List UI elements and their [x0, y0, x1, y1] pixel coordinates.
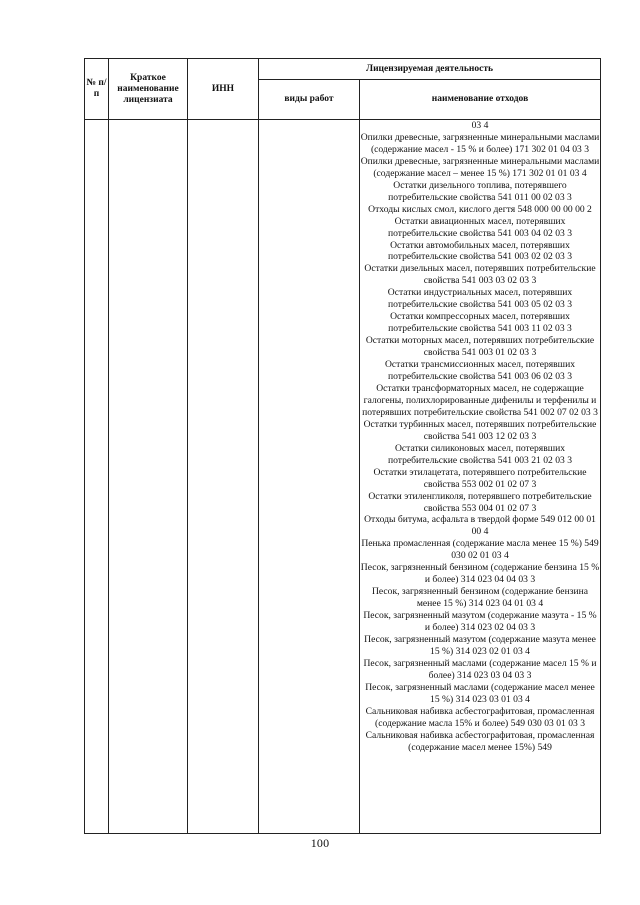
header-waste-name	[360, 80, 601, 120]
cell-licensee-name	[109, 120, 188, 834]
header-waste-name-label: наименование отходов	[431, 94, 529, 104]
waste-item: Сальниковая набивка асбестографитовая, промасленная (содержание масла 15% и более) 549 030 03 01 03 3	[365, 705, 595, 729]
waste-item: Остатки авиационных масел, потерявших потребительские свойства 541 003 04 02 03 3	[387, 215, 573, 239]
waste-item: Остатки трансмиссионных масел, потерявших потребительские свойства 541 003 06 02 03 3	[385, 359, 576, 383]
waste-item: Песок, загрязненный мазутом (содержание мазута менее 15 %) 314 023 02 01 03 4	[364, 633, 596, 657]
waste-item: Остатки дизельного топлива, потерявшего потребительские свойства 541 011 00 02 03 3	[388, 179, 572, 203]
waste-item: Остатки силиконовых масел, потерявших потребительские свойства 541 003 21 02 03 3	[387, 442, 573, 466]
page-number: 100	[310, 836, 330, 850]
waste-item: Отходы битума, асфальта в твердой форме 549 012 00 01 00 4	[364, 514, 596, 538]
header-licensee-name-label: Краткое наименование лицензиата	[117, 72, 179, 105]
header-number-label: № п/п	[86, 78, 107, 99]
header-inn	[188, 59, 259, 120]
waste-item: Пенька промасленная (содержание масла менее 15 %) 549 030 02 01 03 4	[361, 538, 599, 562]
header-work-types	[259, 80, 360, 120]
waste-item: Остатки этилацетата, потерявшего потребительские свойства 553 002 01 02 07 3	[373, 466, 587, 490]
waste-item: Опилки древесные, загрязненные минеральными маслами (содержание масел – менее 15 %) 171 302 01 01 03 4	[360, 155, 600, 179]
waste-item: Остатки компрессорных масел, потерявших потребительские свойства 541 003 11 02 03 3	[388, 311, 572, 335]
waste-item: Остатки турбинных масел, потерявших потребительские свойства 541 003 12 02 03 3	[363, 418, 597, 442]
waste-item: Остатки трансформаторных масел, не содержащие галогены, полихлорированные дифенилы и терфенилы и потерявших потребительские свойства 541 002 07 02 03 3	[362, 382, 598, 418]
header-licensed-activity-label: Лицензируемая деятельность	[365, 63, 494, 74]
waste-list	[360, 120, 600, 754]
waste-item: Песок, загрязненный маслами (содержание масел менее 15 %) 314 023 03 01 03 4	[365, 681, 595, 705]
header-number	[85, 59, 109, 120]
waste-item: Остатки моторных масел, потерявших потребительские свойства 541 003 01 02 03 3	[365, 335, 595, 359]
header-licensee-name	[109, 59, 188, 120]
waste-item: Сальниковая набивка асбестографитовая, промасленная (содержание масел менее 15%) 549	[365, 729, 595, 753]
cell-waste-list	[360, 120, 601, 834]
waste-item: Остатки индустриальных масел, потерявших потребительские свойства 541 003 05 02 03 3	[387, 287, 573, 311]
license-table	[84, 58, 601, 834]
waste-item: 03 4	[471, 120, 489, 131]
header-work-types-label: виды работ	[284, 94, 334, 104]
waste-item: Остатки автомобильных масел, потерявших потребительские свойства 541 003 02 02 03 3	[387, 239, 573, 263]
waste-item: Песок, загрязненный мазутом (содержание мазута - 15 % и более) 314 023 02 04 03 3	[363, 610, 597, 634]
header-inn-label: ИНН	[211, 83, 235, 94]
table-row	[85, 120, 601, 834]
cell-number	[85, 120, 109, 834]
waste-item: Опилки древесные, загрязненные минеральными маслами (содержание масел - 15 % и более) 171 302 01 04 03 3	[360, 131, 600, 155]
cell-work-types	[259, 120, 360, 834]
waste-item: Отходы кислых смол, кислого дегтя 548 000 00 00 00 2	[368, 203, 592, 215]
waste-item: Песок, загрязненный бензином (содержание бензина 15 % и более) 314 023 04 04 03 3	[360, 562, 600, 586]
header-licensed-activity	[259, 59, 601, 80]
waste-item: Песок, загрязненный бензином (содержание бензина менее 15 %) 314 023 04 01 03 4	[371, 586, 589, 610]
waste-item: Остатки дизельных масел, потерявших потребительские свойства 541 003 03 02 03 3	[364, 263, 596, 287]
cell-inn	[188, 120, 259, 834]
waste-item: Песок, загрязненный маслами (содержание масел 15 % и более) 314 023 03 04 03 3	[363, 657, 597, 681]
waste-item: Остатки этиленгликоля, потерявшего потребительские свойства 553 004 01 02 07 3	[368, 490, 592, 514]
